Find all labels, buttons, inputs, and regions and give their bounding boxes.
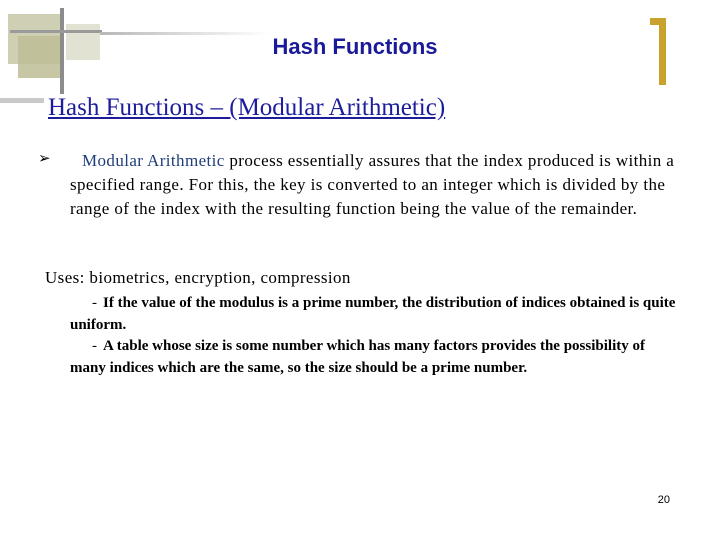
decor-left-bar <box>0 98 44 103</box>
dash-bullet: - <box>92 295 97 311</box>
bullet-lead: Modular Arithmetic <box>82 151 225 170</box>
sub-item <box>70 293 680 336</box>
dash-bullet: - <box>92 338 97 354</box>
bullet-body: process essentially assures that the index produced is within a specified range. For this, the key is converted to an integer which is divided by the range of the index with the resulting function being the value of the remainder. <box>70 151 675 218</box>
header-title: Hash Functions <box>272 34 438 59</box>
page-number: 20 <box>657 494 670 506</box>
sub-list <box>70 293 680 379</box>
sub-item-text: A table whose size is some number which has many factors provides the possibility of many indices which are the same, so the size should be a prime number. <box>70 338 645 376</box>
slide-subtitle: Hash Functions – (Modular Arithmetic) <box>48 94 446 121</box>
sub-item <box>70 336 680 379</box>
sub-item-text: If the value of the modulus is a prime number, the distribution of indices obtained is quite uniform. <box>70 295 676 333</box>
bullet-text <box>70 149 688 221</box>
bullet-block <box>38 149 688 221</box>
uses-line: Uses: biometrics, encryption, compression <box>45 268 351 287</box>
decor-horizontal-line <box>10 30 102 33</box>
arrow-bullet-icon: ➢ <box>38 149 51 167</box>
